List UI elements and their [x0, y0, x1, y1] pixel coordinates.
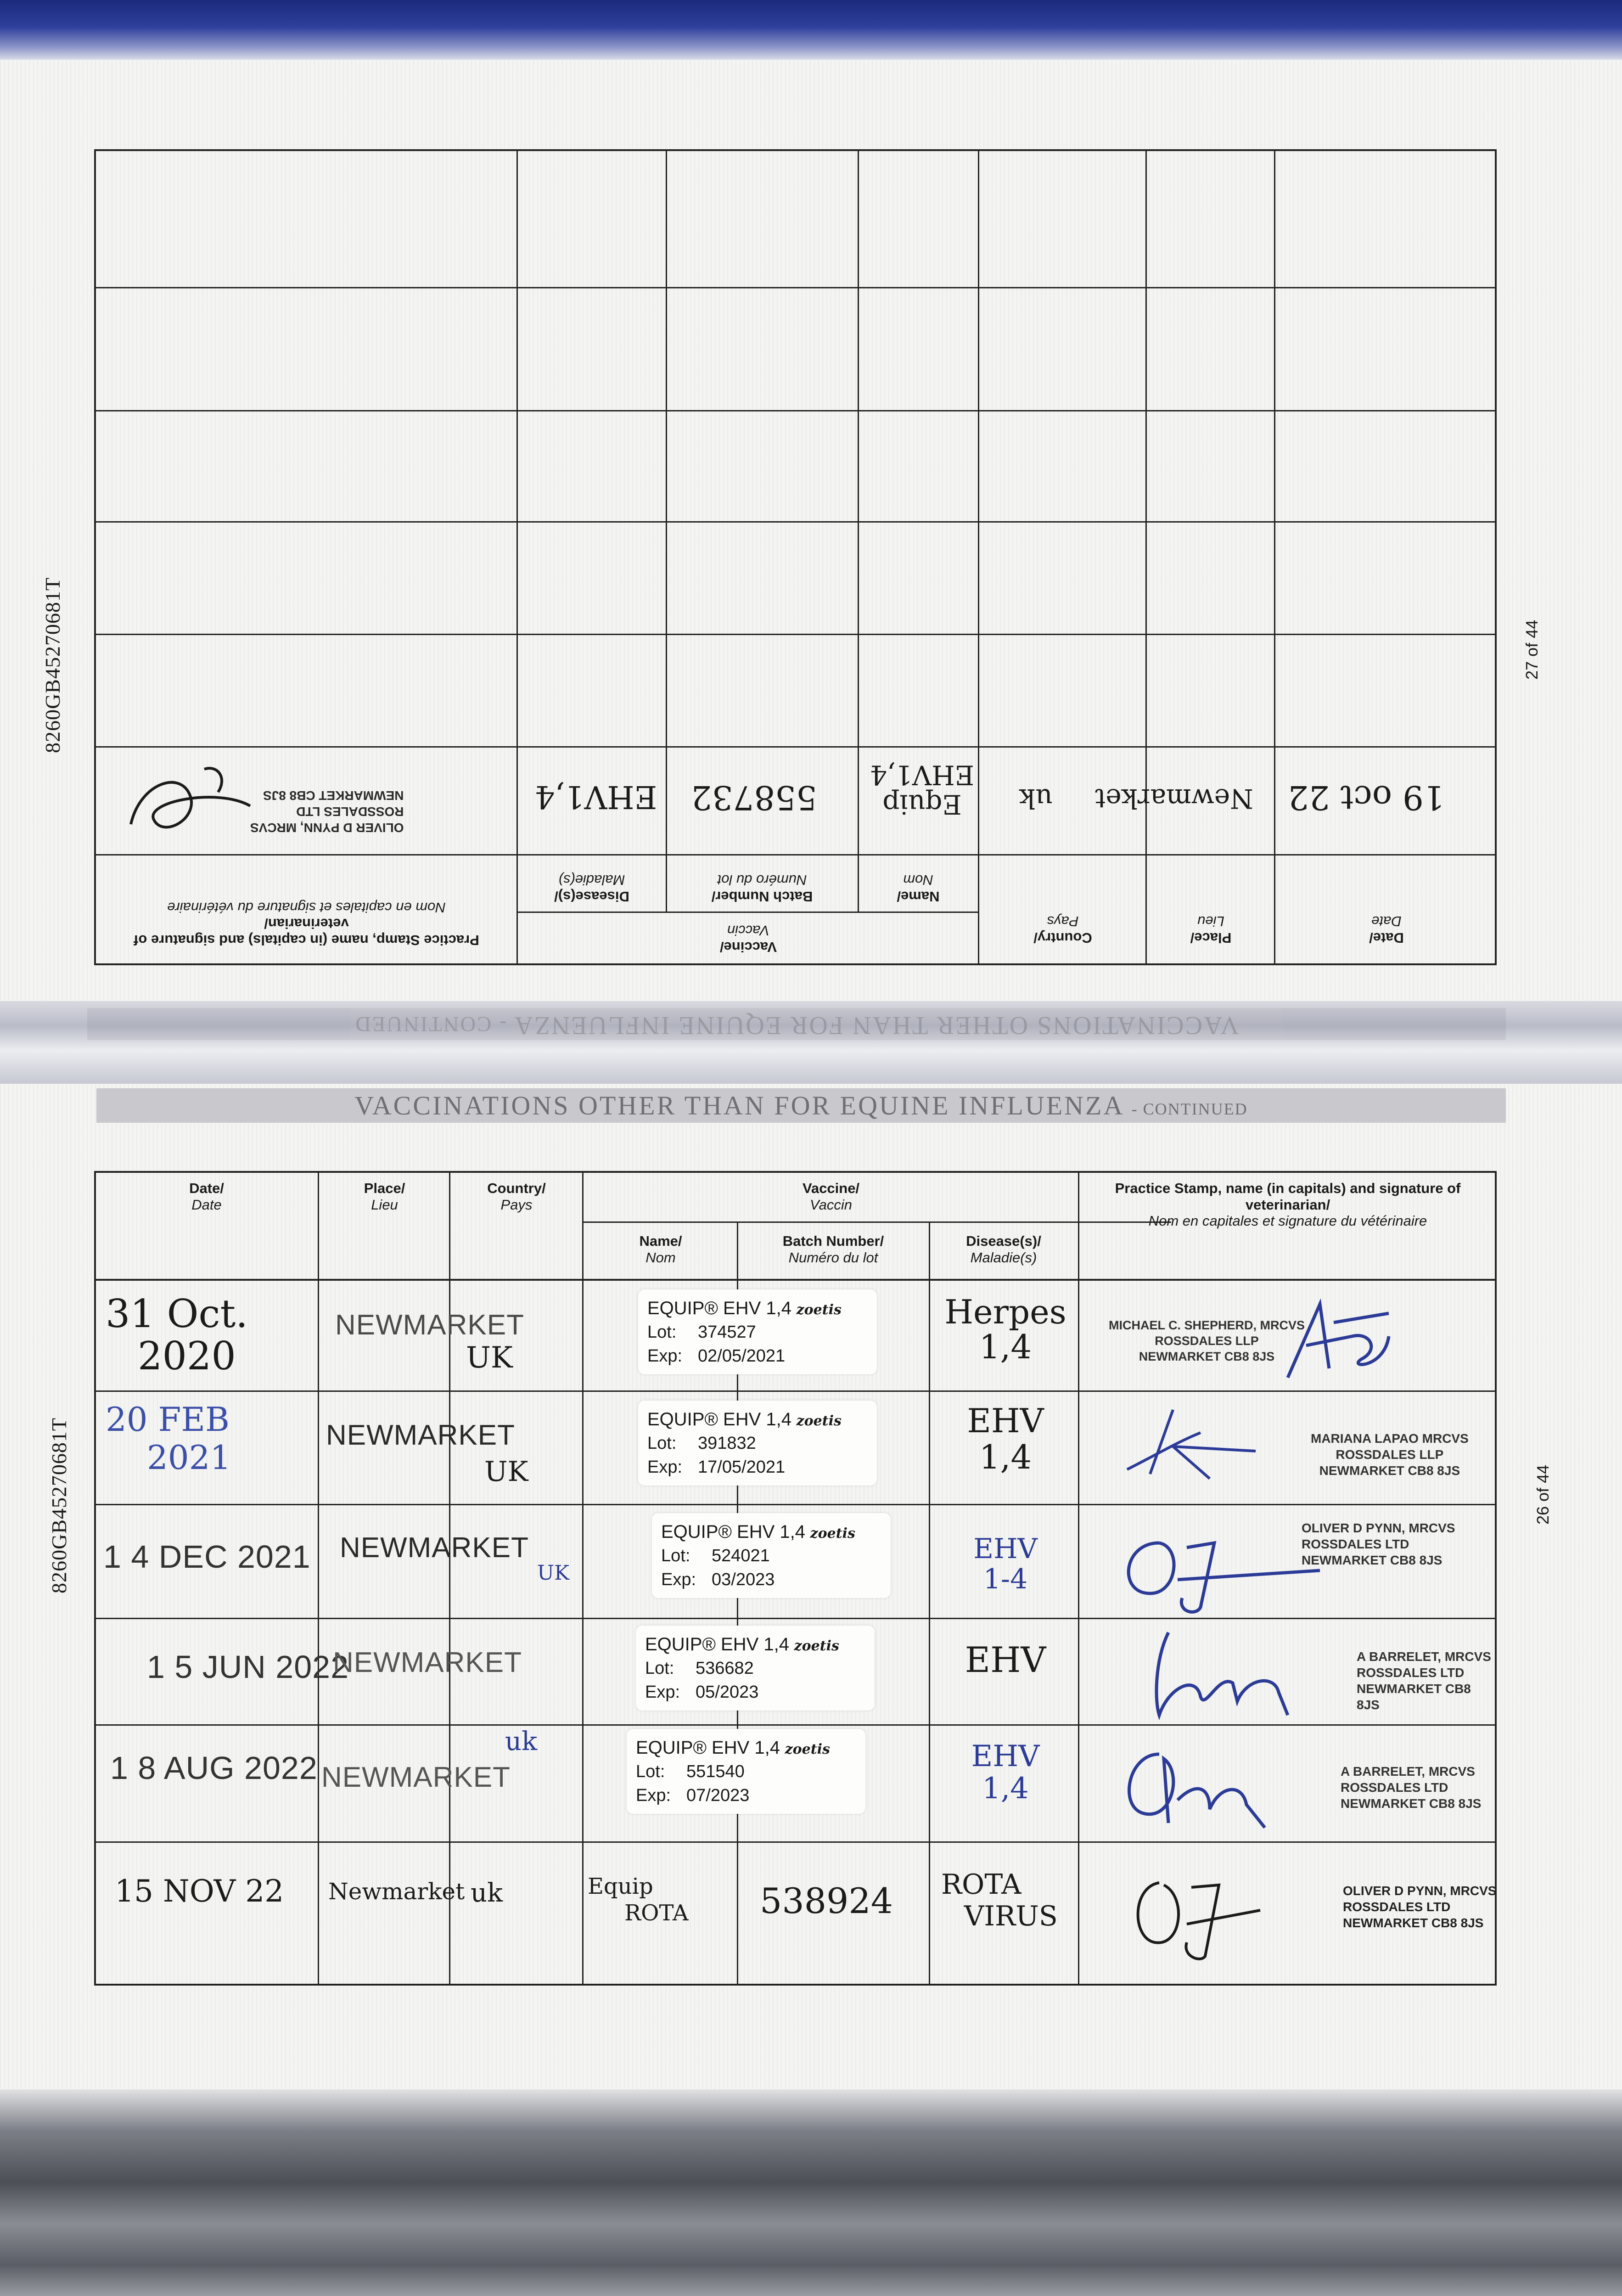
- row1-signature: [1279, 1295, 1398, 1387]
- row1-country: UK: [466, 1341, 513, 1375]
- row2-place: NEWMARKET: [326, 1419, 515, 1451]
- row4-place: NEWMARKET: [333, 1647, 522, 1678]
- top-entry-vaccine-name: Equip EHV1,4: [870, 759, 975, 820]
- row5-disease: EHV 1,4: [971, 1739, 1040, 1806]
- top-header-vaccine: Vaccine/ Vaccin: [719, 923, 777, 955]
- top-entry-batch: 558732: [691, 778, 817, 817]
- section-title: VACCINATIONS OTHER THAN FOR EQUINE INFLUENZA - CONTINUED: [354, 1091, 1248, 1120]
- top-entry-date: 19 oct 22: [1288, 778, 1445, 817]
- row5-place: NEWMARKET: [321, 1761, 511, 1793]
- row5-signature: [1109, 1740, 1283, 1832]
- row6-place: Newmarket: [328, 1878, 465, 1905]
- row2-vet-stamp: MARIANA LAPAO MRCVS ROSSDALES LLP NEWMARKET CB8 8JS: [1311, 1431, 1469, 1478]
- row3-date: 1 4 DEC 2021: [103, 1539, 311, 1575]
- page-number-top: 27 of 44: [1522, 619, 1541, 680]
- binding-edge-top: [0, 0, 1622, 60]
- header-date: Date/ Date: [189, 1180, 224, 1213]
- top-entry-disease: EHV1,4: [535, 778, 657, 815]
- lower-vaccination-table: [94, 1171, 1497, 1986]
- top-header-stamp: Practice Stamp, name (in capitals) and signature of veterinarian/ Nom en capitales et signature du vétérinaire: [134, 899, 479, 948]
- plastic-sleeve-bottom: [0, 2089, 1622, 2296]
- header-vaccine: Vaccine/ Vaccin: [802, 1180, 860, 1213]
- passport-id-top: 8260GB452706​81T: [41, 577, 64, 753]
- row4-vet-stamp: A BARRELET, MRCVS ROSSDALES LTD NEWMARKET CB8 8JS: [1357, 1649, 1491, 1712]
- row3-disease: EHV 1-4: [973, 1533, 1038, 1595]
- row1-disease: Herpes 1,4: [944, 1293, 1066, 1366]
- header-disease: Disease(s)/ Maladie(s): [966, 1233, 1041, 1266]
- row4-date: 1 5 JUN 2022: [147, 1649, 349, 1685]
- row6-batch-number: 538924: [760, 1880, 893, 1921]
- top-header-name: Name/ Nom: [897, 872, 940, 905]
- row6-signature: [1122, 1869, 1320, 1961]
- row6-vaccine-name: Equip ROTA: [588, 1874, 689, 1926]
- top-header-place: Place/ Lieu: [1190, 913, 1232, 946]
- row3-signature: [1109, 1515, 1329, 1616]
- row2-signature: [1118, 1401, 1265, 1492]
- row1-place: NEWMARKET: [335, 1309, 524, 1341]
- row2-country: UK: [484, 1456, 528, 1488]
- row3-country: UK: [537, 1561, 569, 1585]
- row2-date: 20 FEB 2021: [106, 1400, 231, 1477]
- row1-vaccine-sticker: EQUIP® EHV 1,4 zoetis Lot: 374527 Exp: 02/05/2021: [638, 1289, 877, 1374]
- row5-vaccine-sticker: EQUIP® EHV 1,4 zoetis Lot: 551540 Exp: 07/2023: [627, 1729, 865, 1814]
- row1-date: 31 Oct. 2020: [106, 1291, 248, 1379]
- header-vaccine-name: Name/ Nom: [639, 1233, 682, 1266]
- row2-disease: EHV 1,4: [967, 1401, 1044, 1477]
- row6-disease: ROTA VIRUS: [941, 1868, 1058, 1932]
- row5-date: 1 8 AUG 2022: [110, 1750, 318, 1786]
- top-entry-vet-stamp: OLIVER D PYNN, MRCVS ROSSDALES LTD NEWMARKET CB8 8JS: [250, 788, 404, 835]
- header-batch-number: Batch Number/ Numéro du lot: [782, 1233, 884, 1266]
- top-entry-place: Newmarket: [1095, 783, 1253, 814]
- row2-vaccine-sticker: EQUIP® EHV 1,4 zoetis Lot: 391832 Exp: 17/05/2021: [638, 1401, 877, 1486]
- row6-vet-stamp: OLIVER D PYNN, MRCVS ROSSDALES LTD NEWMARKET CB8 8JS: [1343, 1884, 1497, 1930]
- top-header-country: Country/ Pays: [1033, 913, 1092, 946]
- upper-vaccination-table: [94, 149, 1497, 964]
- row3-place: NEWMARKET: [340, 1532, 529, 1564]
- top-header-date: Date/ Date: [1369, 913, 1404, 946]
- row4-disease: EHV: [965, 1639, 1046, 1680]
- passport-id-bottom: 8260GB452706​81T: [47, 1418, 71, 1593]
- row1-vet-stamp: MICHAEL C. SHEPHERD, MRCVS ROSSDALES LLP NEWMARKET CB8 8JS: [1109, 1318, 1305, 1363]
- header-country: Country/ Pays: [487, 1180, 546, 1213]
- top-header-disease: Disease(s)/ Maladie(s): [554, 872, 629, 905]
- row3-vet-stamp: OLIVER D PYNN, MRCVS ROSSDALES LTD NEWMARKET CB8 8JS: [1302, 1521, 1455, 1567]
- row3-vaccine-sticker: EQUIP® EHV 1,4 zoetis Lot: 524021 Exp: 03/2023: [652, 1513, 891, 1598]
- top-entry-signature: [112, 751, 259, 847]
- mirrored-title-bleed: VACCINATIONS OTHER THAN FOR EQUINE INFLUENZA - CONTINUED: [87, 1008, 1506, 1040]
- page-number-bottom: 26 of 44: [1533, 1464, 1552, 1525]
- row6-country: uk: [471, 1878, 503, 1908]
- top-header-batch: Batch Number/ Numéro du lot: [711, 872, 813, 905]
- row4-signature: [1141, 1623, 1306, 1724]
- row6-date: 15 NOV 22: [115, 1874, 284, 1909]
- row5-country: uk: [505, 1727, 537, 1756]
- row4-vaccine-sticker: EQUIP® EHV 1,4 zoetis Lot: 536682 Exp: 05/2023: [636, 1626, 875, 1711]
- row5-vet-stamp: A BARRELET, MRCVS ROSSDALES LTD NEWMARKET CB8 8JS: [1341, 1764, 1482, 1811]
- top-entry-country: uk: [1019, 783, 1053, 814]
- header-practice-stamp: Practice Stamp, name (in capitals) and signature of veterinarian/ Nom en capitales et signature du vétérinaire: [1115, 1180, 1461, 1229]
- header-place: Place/ Lieu: [364, 1180, 405, 1213]
